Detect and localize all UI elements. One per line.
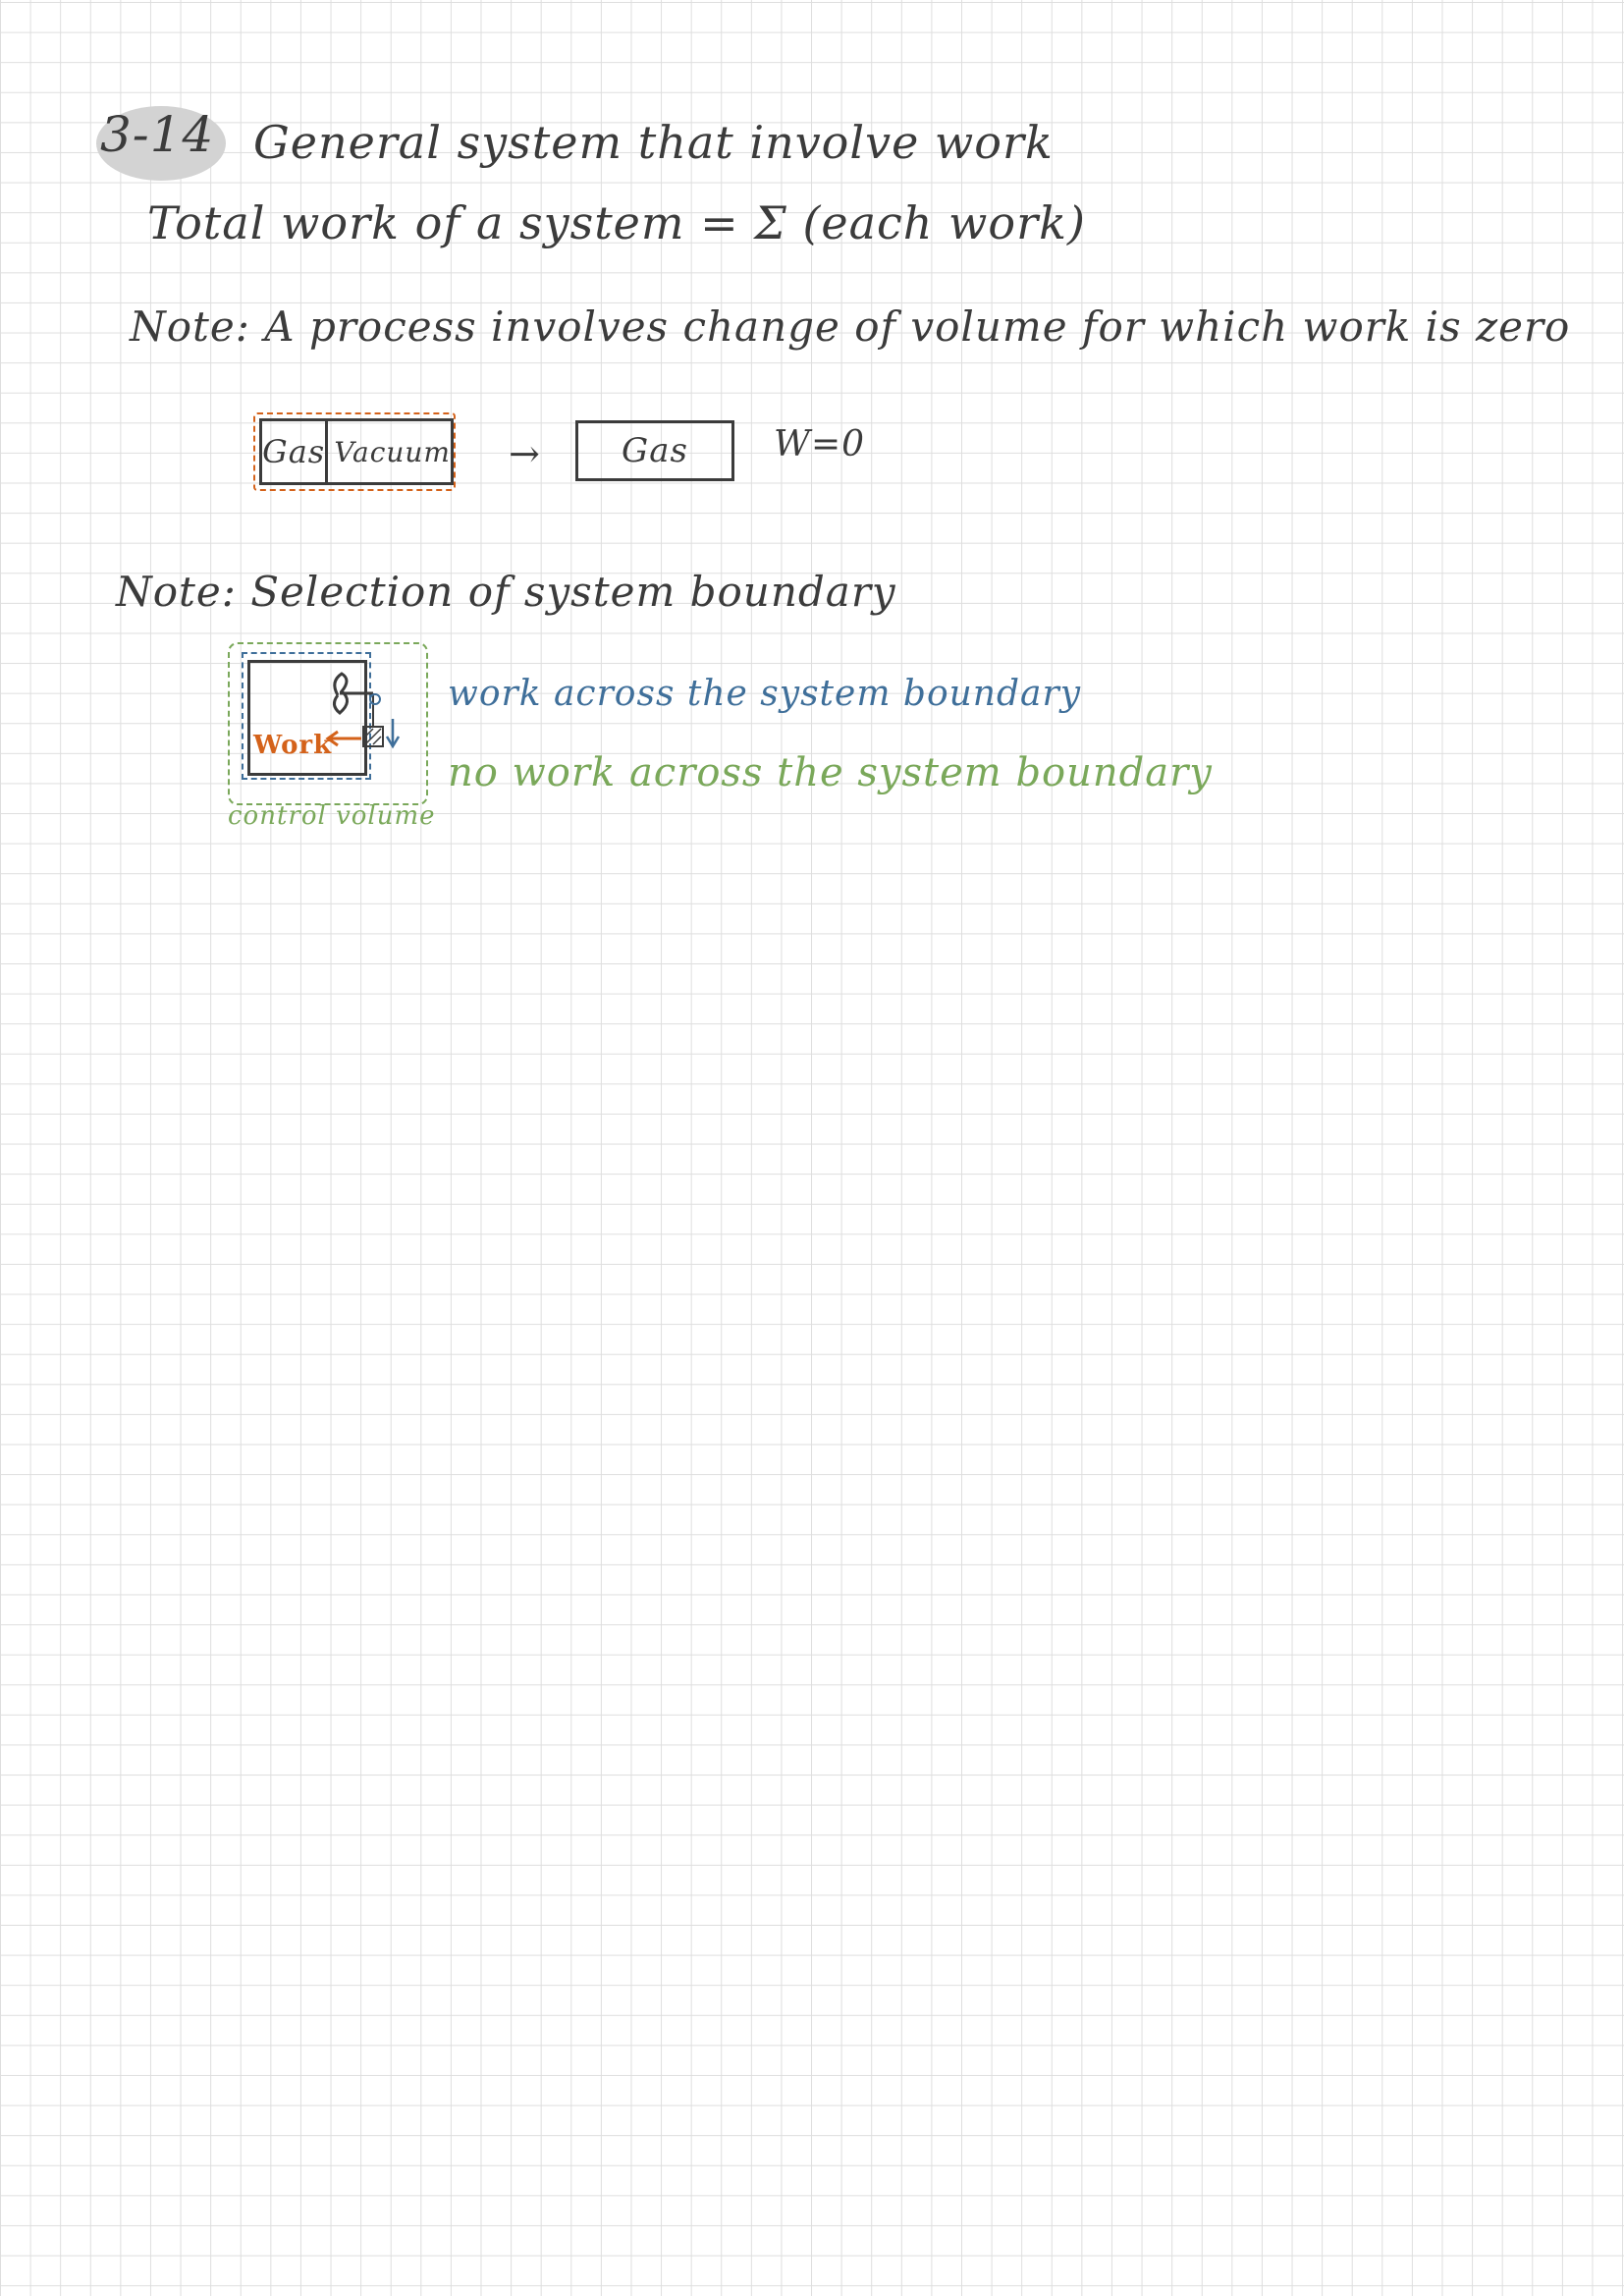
- note-system-boundary: Note: Selection of system boundary: [116, 568, 896, 616]
- expanded-gas-container: Gas: [575, 420, 734, 481]
- blue-boundary-caption: work across the system boundary: [448, 674, 1082, 714]
- paddle-weight-mechanism: [228, 642, 444, 809]
- pulley-icon: [370, 694, 380, 704]
- note-free-expansion: Note: A process involves change of volume for which work is zero: [130, 302, 1571, 351]
- section-number: 3-14: [100, 106, 215, 163]
- zero-work-equation: W=0: [774, 424, 866, 465]
- green-boundary-caption: no work across the system boundary: [448, 750, 1213, 795]
- section-title: General system that involve work: [253, 116, 1054, 169]
- vacuum-cell-label: Vacuum: [334, 435, 451, 468]
- work-label: Work: [253, 731, 333, 760]
- gas-cell-label: Gas: [262, 421, 328, 482]
- control-volume-label: control volume: [228, 801, 436, 831]
- total-work-equation: Total work of a system = Σ (each work): [147, 196, 1086, 249]
- process-arrow-icon: →: [509, 432, 541, 475]
- gas-vacuum-container: [259, 418, 454, 485]
